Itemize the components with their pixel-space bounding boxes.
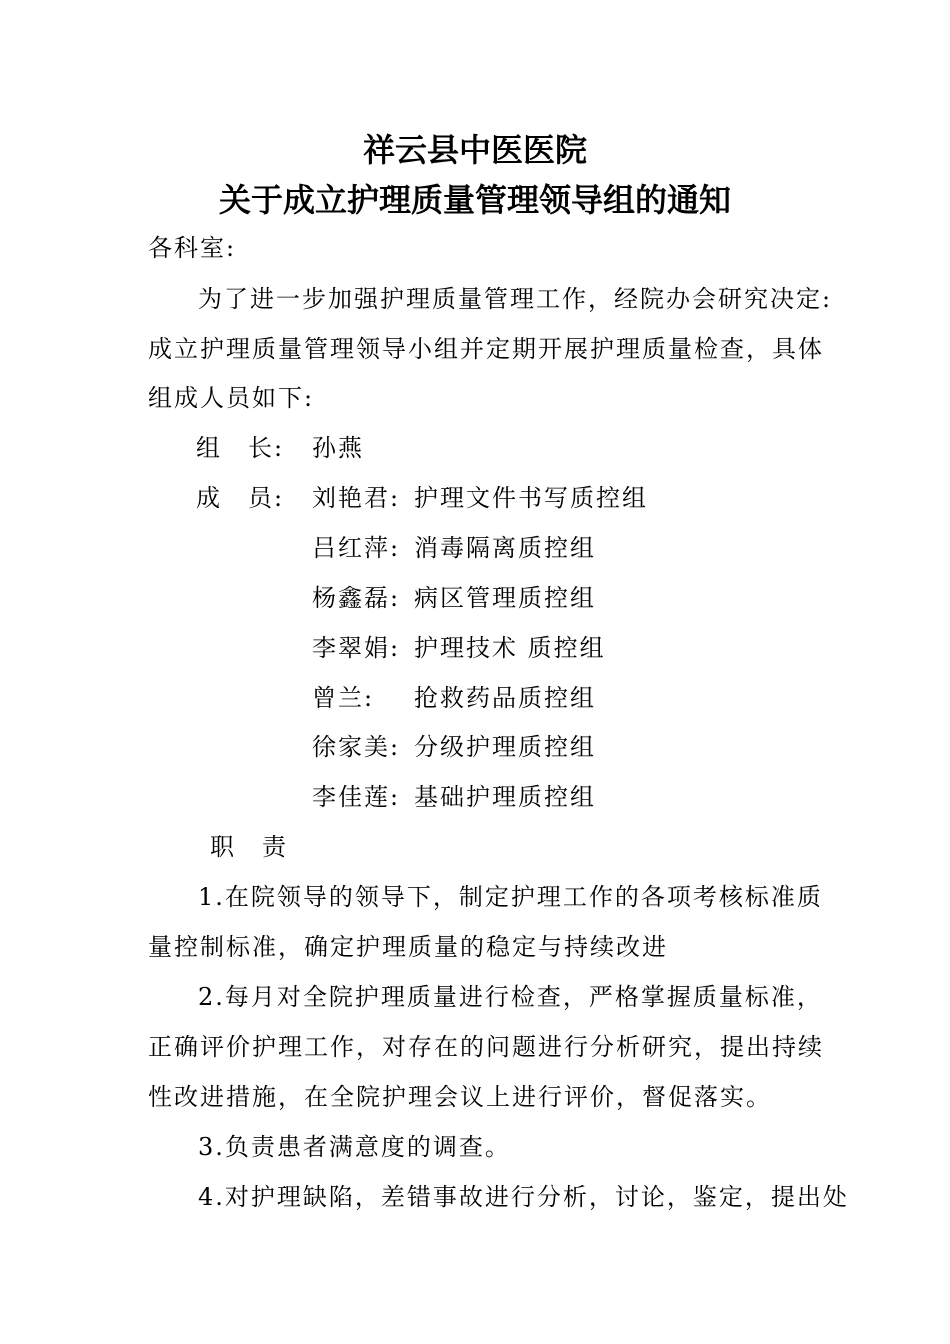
- member-duty: 基础护理质控组: [414, 783, 596, 811]
- member-name: 吕红萍:: [312, 534, 401, 562]
- document-title-notice: 关于成立护理质量管理领导组的通知: [218, 181, 731, 219]
- member-name: 李佳莲:: [312, 783, 401, 811]
- duties-heading: 职 责: [210, 833, 288, 861]
- member-duty: 抢救药品质控组: [414, 684, 596, 712]
- member-name: 曾兰:: [312, 684, 375, 712]
- member-name: 刘艳君:: [312, 484, 401, 512]
- salutation: 各科室:: [148, 234, 237, 262]
- leader-name: 孙燕: [312, 434, 364, 462]
- leader-label: 组 长:: [196, 434, 285, 462]
- intro-line: 成立护理质量管理领导小组并定期开展护理质量检查，具体: [148, 335, 824, 363]
- duty-line: 量控制标准，确定护理质量的稳定与持续改进: [148, 933, 668, 961]
- duty-line: 1.在院领导的领导下，制定护理工作的各项考核标准质: [198, 883, 823, 911]
- member-duty: 护理文件书写质控组: [414, 484, 648, 512]
- intro-line: 组成人员如下:: [148, 384, 315, 412]
- duty-line: 性改进措施，在全院护理会议上进行评价，督促落实。: [148, 1083, 772, 1111]
- duty-line: 正确评价护理工作，对存在的问题进行分析研究，提出持续: [148, 1033, 824, 1061]
- document-title-hospital: 祥云县中医医院: [362, 131, 587, 169]
- intro-line: 为了进一步加强护理质量管理工作，经院办会研究决定:: [198, 285, 833, 313]
- duty-line: 2.每月对全院护理质量进行检查，严格掌握质量标准，: [198, 983, 823, 1011]
- member-name: 李翠娟:: [312, 634, 401, 662]
- member-name: 徐家美:: [312, 733, 401, 761]
- duty-line: 4.对护理缺陷，差错事故进行分析，讨论，鉴定，提出处: [198, 1183, 849, 1211]
- member-duty: 病区管理质控组: [414, 584, 596, 612]
- member-duty: 护理技术 质控组: [414, 634, 606, 662]
- member-name: 杨鑫磊:: [312, 584, 401, 612]
- duty-line: 3.负责患者满意度的调查。: [198, 1133, 511, 1161]
- member-duty: 消毒隔离质控组: [414, 534, 596, 562]
- members-label: 成 员:: [196, 484, 285, 512]
- member-duty: 分级护理质控组: [414, 733, 596, 761]
